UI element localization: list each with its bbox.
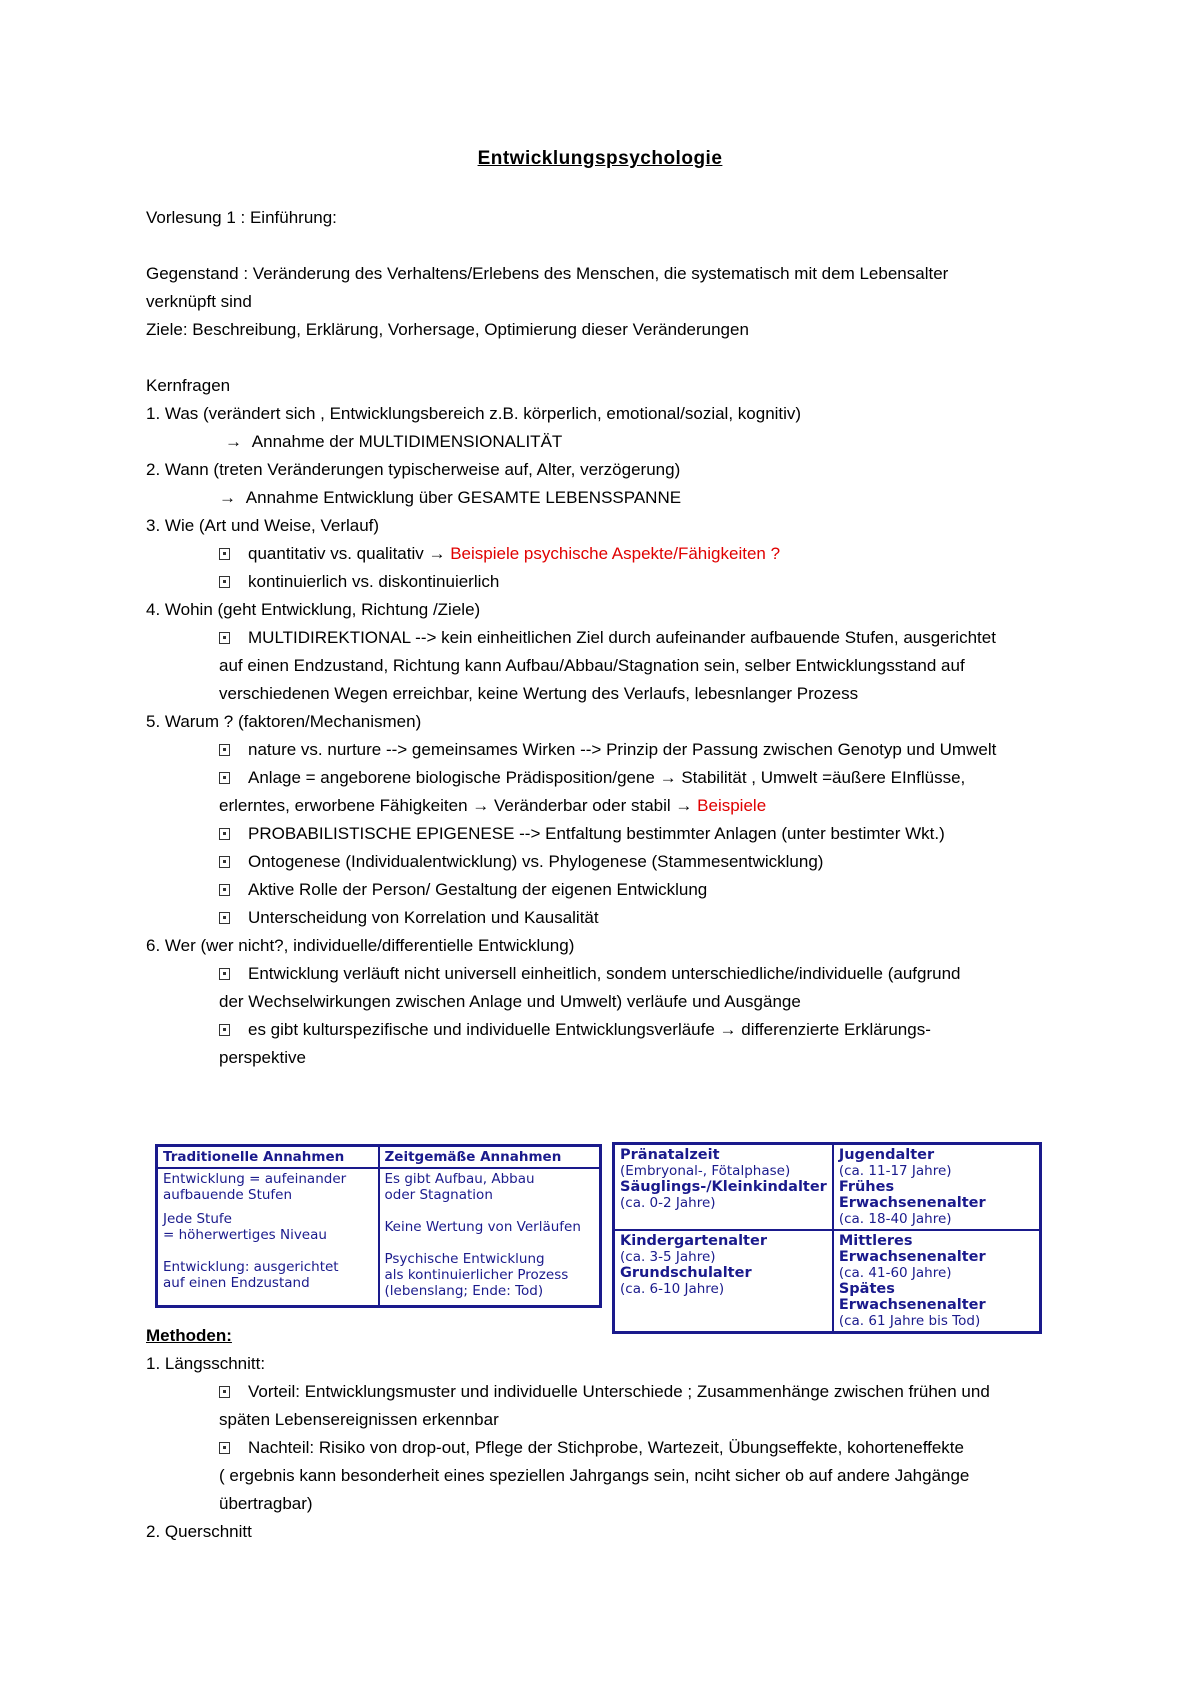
stage-name: Kindergartenalter [620,1233,767,1249]
stage-cell [833,1144,1041,1231]
method-1-bullet-2-cont: ( ergebnis kann besonderheit eines speziellen Jahrgangs sein, nciht sicher ob auf andere Jahgänge [219,1466,970,1485]
table-cell-text: (lebenslang; Ende: Tod) [384,1283,544,1299]
bullet-text: MULTIDIREKTIONAL --> kein einheitlichen Ziel durch aufeinander aufbauende Stufen, ausgerichtet [248,628,996,647]
bullet-icon [219,912,230,924]
question-1: 1. Was (verändert sich , Entwicklungsbereich z.B. körperlich, emotional/sozial, kognitiv) [146,404,802,423]
bullet-text: PROBABILISTISCHE EPIGENESE --> Entfaltung bestimmter Anlagen (unter bestimter Wkt.) [248,824,945,843]
stage-age: (ca. 41-60 Jahre) [838,1265,952,1281]
bullet-icon [219,856,230,868]
question-5-bullet-2-cont [146,792,1076,820]
table-cell-text: Psychische Entwicklung [384,1251,545,1267]
method-1-bullet-2 [146,1434,1076,1462]
question-6-bullet-1-cont: der Wechselwirkungen zwischen Anlage und Umwelt) verläufe und Ausgänge [219,992,801,1011]
goals-line: Ziele: Beschreibung, Erklärung, Vorhersage, Optimierung dieser Veränderungen [146,320,749,339]
bullet-icon [219,744,230,756]
table-cell-text: Entwicklung: ausgerichtet [163,1259,339,1275]
question-4-bullet-1-cont: auf einen Endzustand, Richtung kann Aufbau/Abbau/Stagnation sein, selber Entwicklungsstand auf [219,656,965,675]
highlight-text: Beispiele psychische Aspekte/Fähigkeiten ? [450,544,781,563]
subject-line-cont: verknüpft sind [146,292,252,311]
bullet-text: es gibt kulturspezifische und individuelle Entwicklungsverläufe → differenzierte Erklärungs- [248,1020,931,1039]
question-2: 2. Wann (treten Veränderungen typischerweise auf, Alter, verzögerung) [146,460,681,479]
bullet-icon [219,1024,230,1036]
document-body [146,204,1076,1072]
table-cell-text: oder Stagnation [384,1187,493,1203]
bullet-text: kontinuierlich vs. diskontinuierlich [248,572,500,591]
question-5-bullet-6 [146,904,1076,932]
question-5: 5. Warum ? (faktoren/Mechanismen) [146,712,422,731]
stage-age: (ca. 6-10 Jahre) [620,1281,725,1297]
question-3-bullet-2 [146,568,1076,596]
question-1-arrow-line [146,428,1076,456]
bullet-icon [219,548,230,560]
life-stages-table [612,1142,1042,1334]
stage-name: Jugendalter [838,1147,935,1163]
question-6-bullet-2 [146,1016,1076,1044]
bullet-text: Entwicklung verläuft nicht universell einheitlich, sondem unterschiedliche/individuelle (aufgrund [248,964,961,983]
methods-heading: Methoden: [146,1326,232,1345]
stage-age: (ca. 61 Jahre bis Tod) [838,1313,981,1329]
stage-name: Pränatalzeit [620,1147,720,1163]
question-3-bullet-1 [146,540,1076,568]
method-1-bullet-2-cont2: übertragbar) [219,1494,313,1513]
stage-age: (ca. 0-2 Jahre) [620,1195,716,1211]
bullet-icon [219,968,230,980]
bullet-icon [219,632,230,644]
question-5-bullet-1 [146,736,1076,764]
table-header-traditional: Traditionelle Annahmen [157,1146,379,1169]
stage-name: Frühes Erwachsenenalter [838,1179,986,1211]
stage-name: Grundschulalter [620,1265,752,1281]
question-5-bullet-2 [146,764,1076,792]
stage-cell [833,1230,1041,1333]
question-3: 3. Wie (Art und Weise, Verlauf) [146,516,380,535]
question-4: 4. Wohin (geht Entwicklung, Richtung /Ziele) [146,600,481,619]
question-6-bullet-1 [146,960,1076,988]
bullet-text: Ontogenese (Individualentwicklung) vs. Phylogenese (Stammesentwicklung) [248,852,824,871]
method-1-bullet-1 [146,1378,1076,1406]
question-6: 6. Wer (wer nicht?, individuelle/differentielle Entwicklung) [146,936,575,955]
question-2-arrow-text: Annahme Entwicklung über GESAMTE LEBENSSPANNE [245,488,682,507]
table-cell-text: als kontinuierlicher Prozess [384,1267,569,1283]
bullet-text: Unterscheidung von Korrelation und Kausalität [248,908,599,927]
stage-age: (Embryonal-, Fötalphase) [620,1163,791,1179]
question-5-bullet-3 [146,820,1076,848]
stage-cell [614,1144,833,1231]
stage-name: Mittleres Erwachsenenalter [838,1233,986,1265]
core-questions-heading: Kernfragen [146,376,231,395]
table-cell-text: Jede Stufe [163,1211,232,1227]
lecture-heading: Vorlesung 1 : Einführung: [146,208,337,227]
highlight-text: Beispiele [697,796,767,815]
page-title: Entwicklungspsychologie [477,148,723,169]
subject-line: Gegenstand : Veränderung des Verhaltens/Erlebens des Menschen, die systematisch mit dem Lebensalter [146,264,949,283]
bullet-icon [219,884,230,896]
bullet-text: Aktive Rolle der Person/ Gestaltung der eigenen Entwicklung [248,880,708,899]
table-cell-text: Keine Wertung von Verläufen [384,1219,581,1235]
table-cell-text: Es gibt Aufbau, Abbau [384,1171,535,1187]
traditional-assumptions-cell [157,1168,379,1307]
bullet-text: nature vs. nurture --> gemeinsames Wirken --> Prinzip der Passung zwischen Genotyp und Umwelt [248,740,997,759]
method-1-bullet-1-cont: späten Lebensereignissen erkennbar [219,1410,499,1429]
bullet-icon [219,1386,230,1398]
method-1: 1. Längsschnitt: [146,1354,266,1373]
question-4-bullet-1-cont2: verschiedenen Wegen erreichbar, keine Wertung des Verlaufs, lebesnlanger Prozess [219,684,859,703]
method-2: 2. Querschnitt [146,1522,252,1541]
modern-assumptions-cell [379,1168,601,1307]
bullet-icon [219,828,230,840]
bullet-text: erlerntes, erworbene Fähigkeiten → Veränderbar oder stabil → [219,796,698,815]
question-2-arrow-line [146,484,1076,512]
stage-cell [614,1230,833,1333]
stage-name: Spätes Erwachsenenalter [838,1281,986,1313]
table-cell-text: = höherwertiges Niveau [163,1227,327,1243]
table-header-modern: Zeitgemäße Annahmen [379,1146,601,1169]
table-cell-text: auf einen Endzustand [163,1275,310,1291]
bullet-text: quantitativ vs. qualitativ [248,544,429,563]
question-1-arrow-text: Annahme der MULTIDIMENSIONALITÄT [251,432,563,451]
table-cell-text: aufbauende Stufen [163,1187,293,1203]
bullet-text: Anlage = angeborene biologische Prädisposition/gene → Stabilität , Umwelt =äußere EInflüsse, [248,768,966,787]
methods-section [146,1322,1076,1546]
bullet-text: Vorteil: Entwicklungsmuster und individuelle Unterschiede ; Zusammenhänge zwischen frühen und [248,1382,990,1401]
bullet-icon [219,576,230,588]
bullet-icon [219,1442,230,1454]
question-4-bullet-1 [146,624,1076,652]
bullet-text: Nachteil: Risiko von drop-out, Pflege der Stichprobe, Wartezeit, Übungseffekte, kohorteneffekte [248,1438,964,1457]
table-cell-text: Entwicklung = aufeinander [163,1171,347,1187]
bullet-icon [219,772,230,784]
right-arrow-icon: → [428,544,451,563]
stage-age: (ca. 11-17 Jahre) [838,1163,952,1179]
question-5-bullet-5 [146,876,1076,904]
question-5-bullet-4 [146,848,1076,876]
stage-age: (ca. 18-40 Jahre) [838,1211,952,1227]
stage-name: Säuglings-/Kleinkindalter [620,1179,827,1195]
right-arrow-icon: → [219,488,236,507]
question-6-bullet-2-cont: perspektive [219,1048,306,1067]
stage-age: (ca. 3-5 Jahre) [620,1249,716,1265]
right-arrow-icon: → [225,432,242,451]
assumptions-table [155,1144,602,1308]
